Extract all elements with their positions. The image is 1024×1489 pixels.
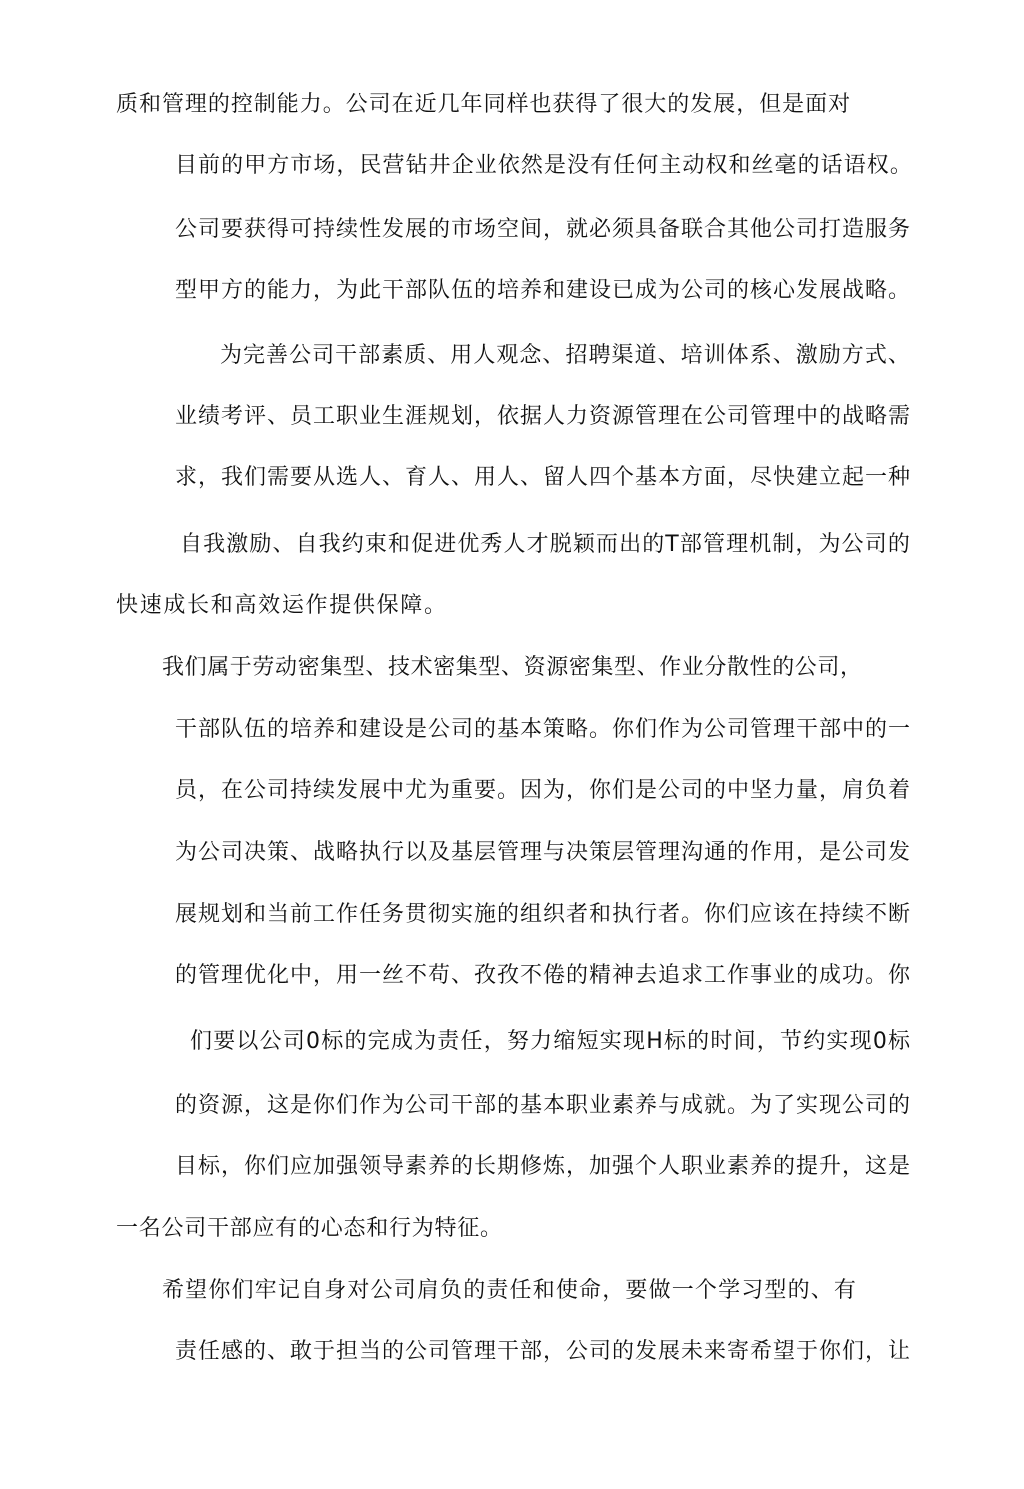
text-line: 员，在公司持续发展中尤为重要。因为，你们是公司的中坚力量，肩负着 [175, 778, 912, 803]
text-line: 责任感的、敢于担当的公司管理干部，公司的发展未来寄希望于你们，让 [175, 1339, 912, 1364]
text-line: 干部队伍的培养和建设是公司的基本策略。你们作为公司管理干部中的一 [175, 717, 912, 742]
text-line: 希望你们牢记自身对公司肩负的责任和使命，要做一个学习型的、有 [162, 1278, 858, 1303]
text-line: 为公司决策、战略执行以及基层管理与决策层管理沟通的作用，是公司发 [175, 840, 912, 865]
text-line: 质和管理的控制能力。公司在近几年同样也获得了很大的发展，但是面对 [116, 92, 852, 117]
text-line: 为完善公司干部素质、用人观念、招聘渠道、培训体系、激励方式、 [220, 343, 911, 368]
text-line: 目标，你们应加强领导素养的长期修炼，加强个人职业素养的提升，这是 [175, 1154, 912, 1179]
text-line: 求，我们需要从选人、育人、用人、留人四个基本方面，尽快建立起一种 [175, 465, 912, 490]
text-line: 型甲方的能力，为此干部队伍的培养和建设已成为公司的核心发展战略。 [175, 278, 912, 303]
text-line: 的管理优化中，用一丝不苟、孜孜不倦的精神去追求工作事业的成功。你 [175, 963, 912, 988]
text-line: 公司要获得可持续性发展的市场空间，就必须具备联合其他公司打造服务 [175, 217, 912, 242]
text-line: 业绩考评、员工职业生涯规划，依据人力资源管理在公司管理中的战略需 [175, 404, 912, 429]
text-line: 目前的甲方市场，民营钻井企业依然是没有任何主动权和丝毫的话语权。 [175, 153, 913, 178]
text-line: 们要以公司0标的完成为责任，努力缩短实现H标的时间，节约实现0标 [190, 1029, 912, 1054]
text-line: 我们属于劳动密集型、技术密集型、资源密集型、作业分散性的公司， [162, 655, 863, 680]
text-line: 的资源，这是你们作为公司干部的基本职业素养与成就。为了实现公司的 [175, 1093, 912, 1118]
text-line: 自我激励、自我约束和促进优秀人才脱颖而出的T部管理机制，为公司的 [180, 532, 911, 557]
text-line: 展规划和当前工作任务贯彻实施的组织者和执行者。你们应该在持续不断 [175, 902, 912, 927]
text-line: 一名公司干部应有的心态和行为特征。 [116, 1216, 503, 1241]
text-line: 快速成长和高效运作提供保障。 [116, 593, 448, 618]
